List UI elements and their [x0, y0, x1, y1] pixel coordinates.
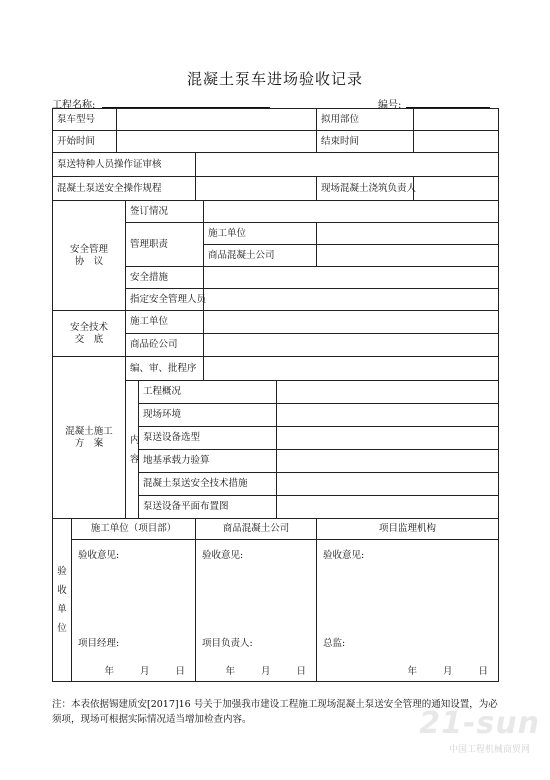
briefing-concrete-label: 商品砼公司: [126, 334, 204, 357]
column-header: 施工单位（项目部）: [72, 519, 196, 540]
duties-construction-value[interactable]: [317, 223, 499, 245]
plan-item-label: 混凝土泵送安全技术措施: [139, 473, 277, 496]
table-row: [53, 357, 499, 381]
table-row: [53, 201, 499, 223]
duties-concrete-value[interactable]: [317, 245, 499, 267]
footnote: 注：本表依据锡建质安[2017]16 号关于加强我市建设工程施工现场混凝土泵送安全管理的通知设置，为必须项，现场可根据实际情况适当增加检查内容。: [52, 699, 498, 725]
plan-item-label: 现场环境: [139, 404, 277, 427]
watermark-subtitle: 中国工程机械商贸网: [448, 745, 530, 755]
number-label: 编号:: [378, 100, 402, 111]
briefing-construction-label: 施工单位: [126, 311, 204, 334]
table-row: [53, 311, 499, 334]
operating-rules-label: 混凝土泵送安全操作规程: [53, 177, 196, 201]
watermark-logo: 21-sun: [419, 706, 540, 741]
signer-label: 项目经理:: [78, 638, 120, 649]
opinion-label: 验收意见:: [78, 550, 120, 561]
unit-char: 位: [57, 623, 67, 634]
plan-item-value[interactable]: [277, 496, 499, 519]
end-time-label: 结束时间: [317, 131, 414, 153]
section-line: 方 案: [74, 437, 104, 449]
measures-value[interactable]: [204, 267, 499, 289]
onsite-lead-label: 现场混凝土浇筑负责人: [317, 177, 414, 201]
construction-signoff-cell[interactable]: [72, 540, 196, 682]
column-header: 项目监理机构: [317, 519, 499, 540]
cert-review-value[interactable]: [196, 153, 499, 177]
day-label: 日: [175, 666, 186, 677]
table-row: [53, 540, 499, 682]
plan-item-label: 地基承载力验算: [139, 450, 277, 473]
unit-char: 单: [57, 604, 67, 615]
signer-label: 项目负责人:: [202, 638, 253, 649]
table-row: [53, 519, 499, 540]
signing-label: 签订情况: [126, 201, 204, 223]
table-row: [53, 131, 499, 153]
cert-review-label: 泵送特种人员操作证审核: [53, 153, 196, 177]
year-label: 年: [104, 666, 114, 677]
column-header: 商品混凝土公司: [196, 519, 317, 540]
page-title: 混凝土泵车进场验收记录: [186, 70, 363, 88]
plan-item-label: 泵送设备平面布置图: [139, 496, 277, 519]
table-row: [53, 177, 499, 201]
concrete-signoff-cell[interactable]: [196, 540, 317, 682]
acceptance-unit-label: [53, 519, 72, 682]
content-char: 内: [130, 434, 140, 446]
date-line: [381, 666, 488, 678]
content-label: [126, 381, 139, 519]
plan-item-value[interactable]: [277, 427, 499, 450]
section-line: 交 底: [74, 333, 104, 345]
duties-construction-label: 施工单位: [204, 223, 317, 245]
pump-model-label: 泵车型号: [53, 109, 117, 131]
opinion-label: 验收意见:: [323, 550, 365, 561]
tech-briefing-section: [53, 311, 126, 357]
safety-manager-value[interactable]: [204, 289, 499, 311]
section-line: 安全技术: [70, 321, 109, 333]
plan-item-value[interactable]: [277, 450, 499, 473]
unit-char: 验: [57, 566, 67, 577]
date-line: [199, 666, 306, 678]
day-label: 日: [296, 666, 307, 677]
month-label: 月: [139, 666, 150, 677]
year-label: 年: [225, 666, 235, 677]
safety-manager-label: 指定安全管理人员: [126, 289, 204, 311]
plan-item-value[interactable]: [277, 404, 499, 427]
plan-item-label: 工程概况: [139, 381, 277, 404]
month-label: 月: [442, 666, 453, 677]
briefing-construction-value[interactable]: [204, 311, 499, 334]
duties-label: 管理职责: [126, 223, 204, 267]
compile-label: 编、审、批程序: [126, 357, 204, 381]
onsite-lead-value[interactable]: [414, 177, 499, 201]
operating-rules-value[interactable]: [196, 177, 317, 201]
section-line: 混凝土施工: [65, 425, 113, 437]
section-line: 协 议: [74, 255, 104, 267]
safety-agreement-section: [53, 201, 126, 311]
day-label: 日: [478, 666, 489, 677]
pump-model-value[interactable]: [117, 109, 317, 131]
duties-concrete-label: 商品混凝土公司: [204, 245, 317, 267]
plan-item-label: 泵送设备选型: [139, 427, 277, 450]
compile-value[interactable]: [204, 357, 499, 381]
opinion-label: 验收意见:: [202, 550, 244, 561]
plan-item-value[interactable]: [277, 381, 499, 404]
supervisor-signoff-cell[interactable]: [317, 540, 499, 682]
planned-part-value[interactable]: [414, 109, 499, 131]
signer-label: 总监:: [323, 638, 346, 649]
start-time-label: 开始时间: [53, 131, 117, 153]
year-label: 年: [407, 666, 417, 677]
section-line: 安全管理: [70, 243, 109, 255]
measures-label: 安全措施: [126, 267, 204, 289]
briefing-concrete-value[interactable]: [204, 334, 499, 357]
acceptance-form-table: [52, 108, 499, 682]
plan-item-value[interactable]: [277, 473, 499, 496]
plan-section: [53, 357, 126, 519]
signing-value[interactable]: [204, 201, 499, 223]
start-time-value[interactable]: [117, 131, 317, 153]
project-name-label: 工程名称:: [52, 100, 96, 111]
content-char: 容: [130, 453, 140, 465]
unit-char: 收: [57, 585, 67, 596]
date-line: [78, 666, 185, 678]
table-row: [53, 153, 499, 177]
planned-part-label: 拟用部位: [317, 109, 414, 131]
month-label: 月: [260, 666, 271, 677]
table-row: [53, 109, 499, 131]
end-time-value[interactable]: [414, 131, 499, 153]
